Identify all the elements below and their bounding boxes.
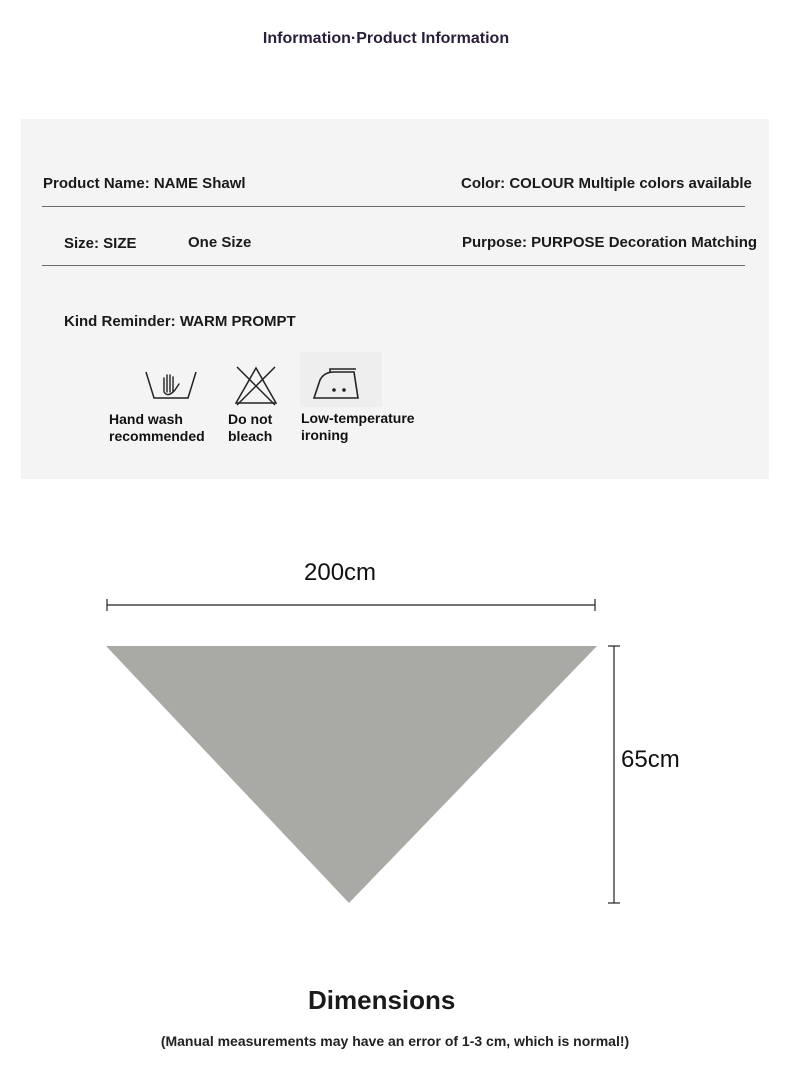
low-iron-icon xyxy=(300,352,382,407)
product-name: Product Name: NAME Shawl xyxy=(43,175,246,192)
care-label-no-bleach: Do not bleach xyxy=(228,411,273,444)
width-label: 200cm xyxy=(304,559,377,586)
product-purpose: Purpose: PURPOSE Decoration Matching xyxy=(462,234,758,251)
dimensions-title: Dimensions xyxy=(308,985,456,1015)
product-size-label: Size: SIZE xyxy=(64,235,137,252)
divider xyxy=(42,265,745,266)
no-bleach-icon xyxy=(233,365,279,407)
care-label-low-iron: Low-temperature ironing xyxy=(301,410,415,443)
shawl-triangle xyxy=(100,640,605,910)
product-size-value: One Size xyxy=(188,234,252,251)
product-color: Color: COLOUR Multiple colors available xyxy=(461,175,752,192)
width-dimension-line xyxy=(100,595,605,615)
measurement-note: (Manual measurements may have an error of 1-3 cm, which is normal!) xyxy=(160,1033,630,1049)
page-title: Information·Product Information xyxy=(262,30,510,47)
hand-wash-icon xyxy=(144,368,198,402)
divider xyxy=(42,206,745,207)
height-dimension-line xyxy=(600,640,630,910)
kind-reminder: Kind Reminder: WARM PROMPT xyxy=(64,313,296,330)
care-label-hand-wash: Hand wash recommended xyxy=(109,411,205,444)
height-label: 65cm xyxy=(621,746,680,773)
